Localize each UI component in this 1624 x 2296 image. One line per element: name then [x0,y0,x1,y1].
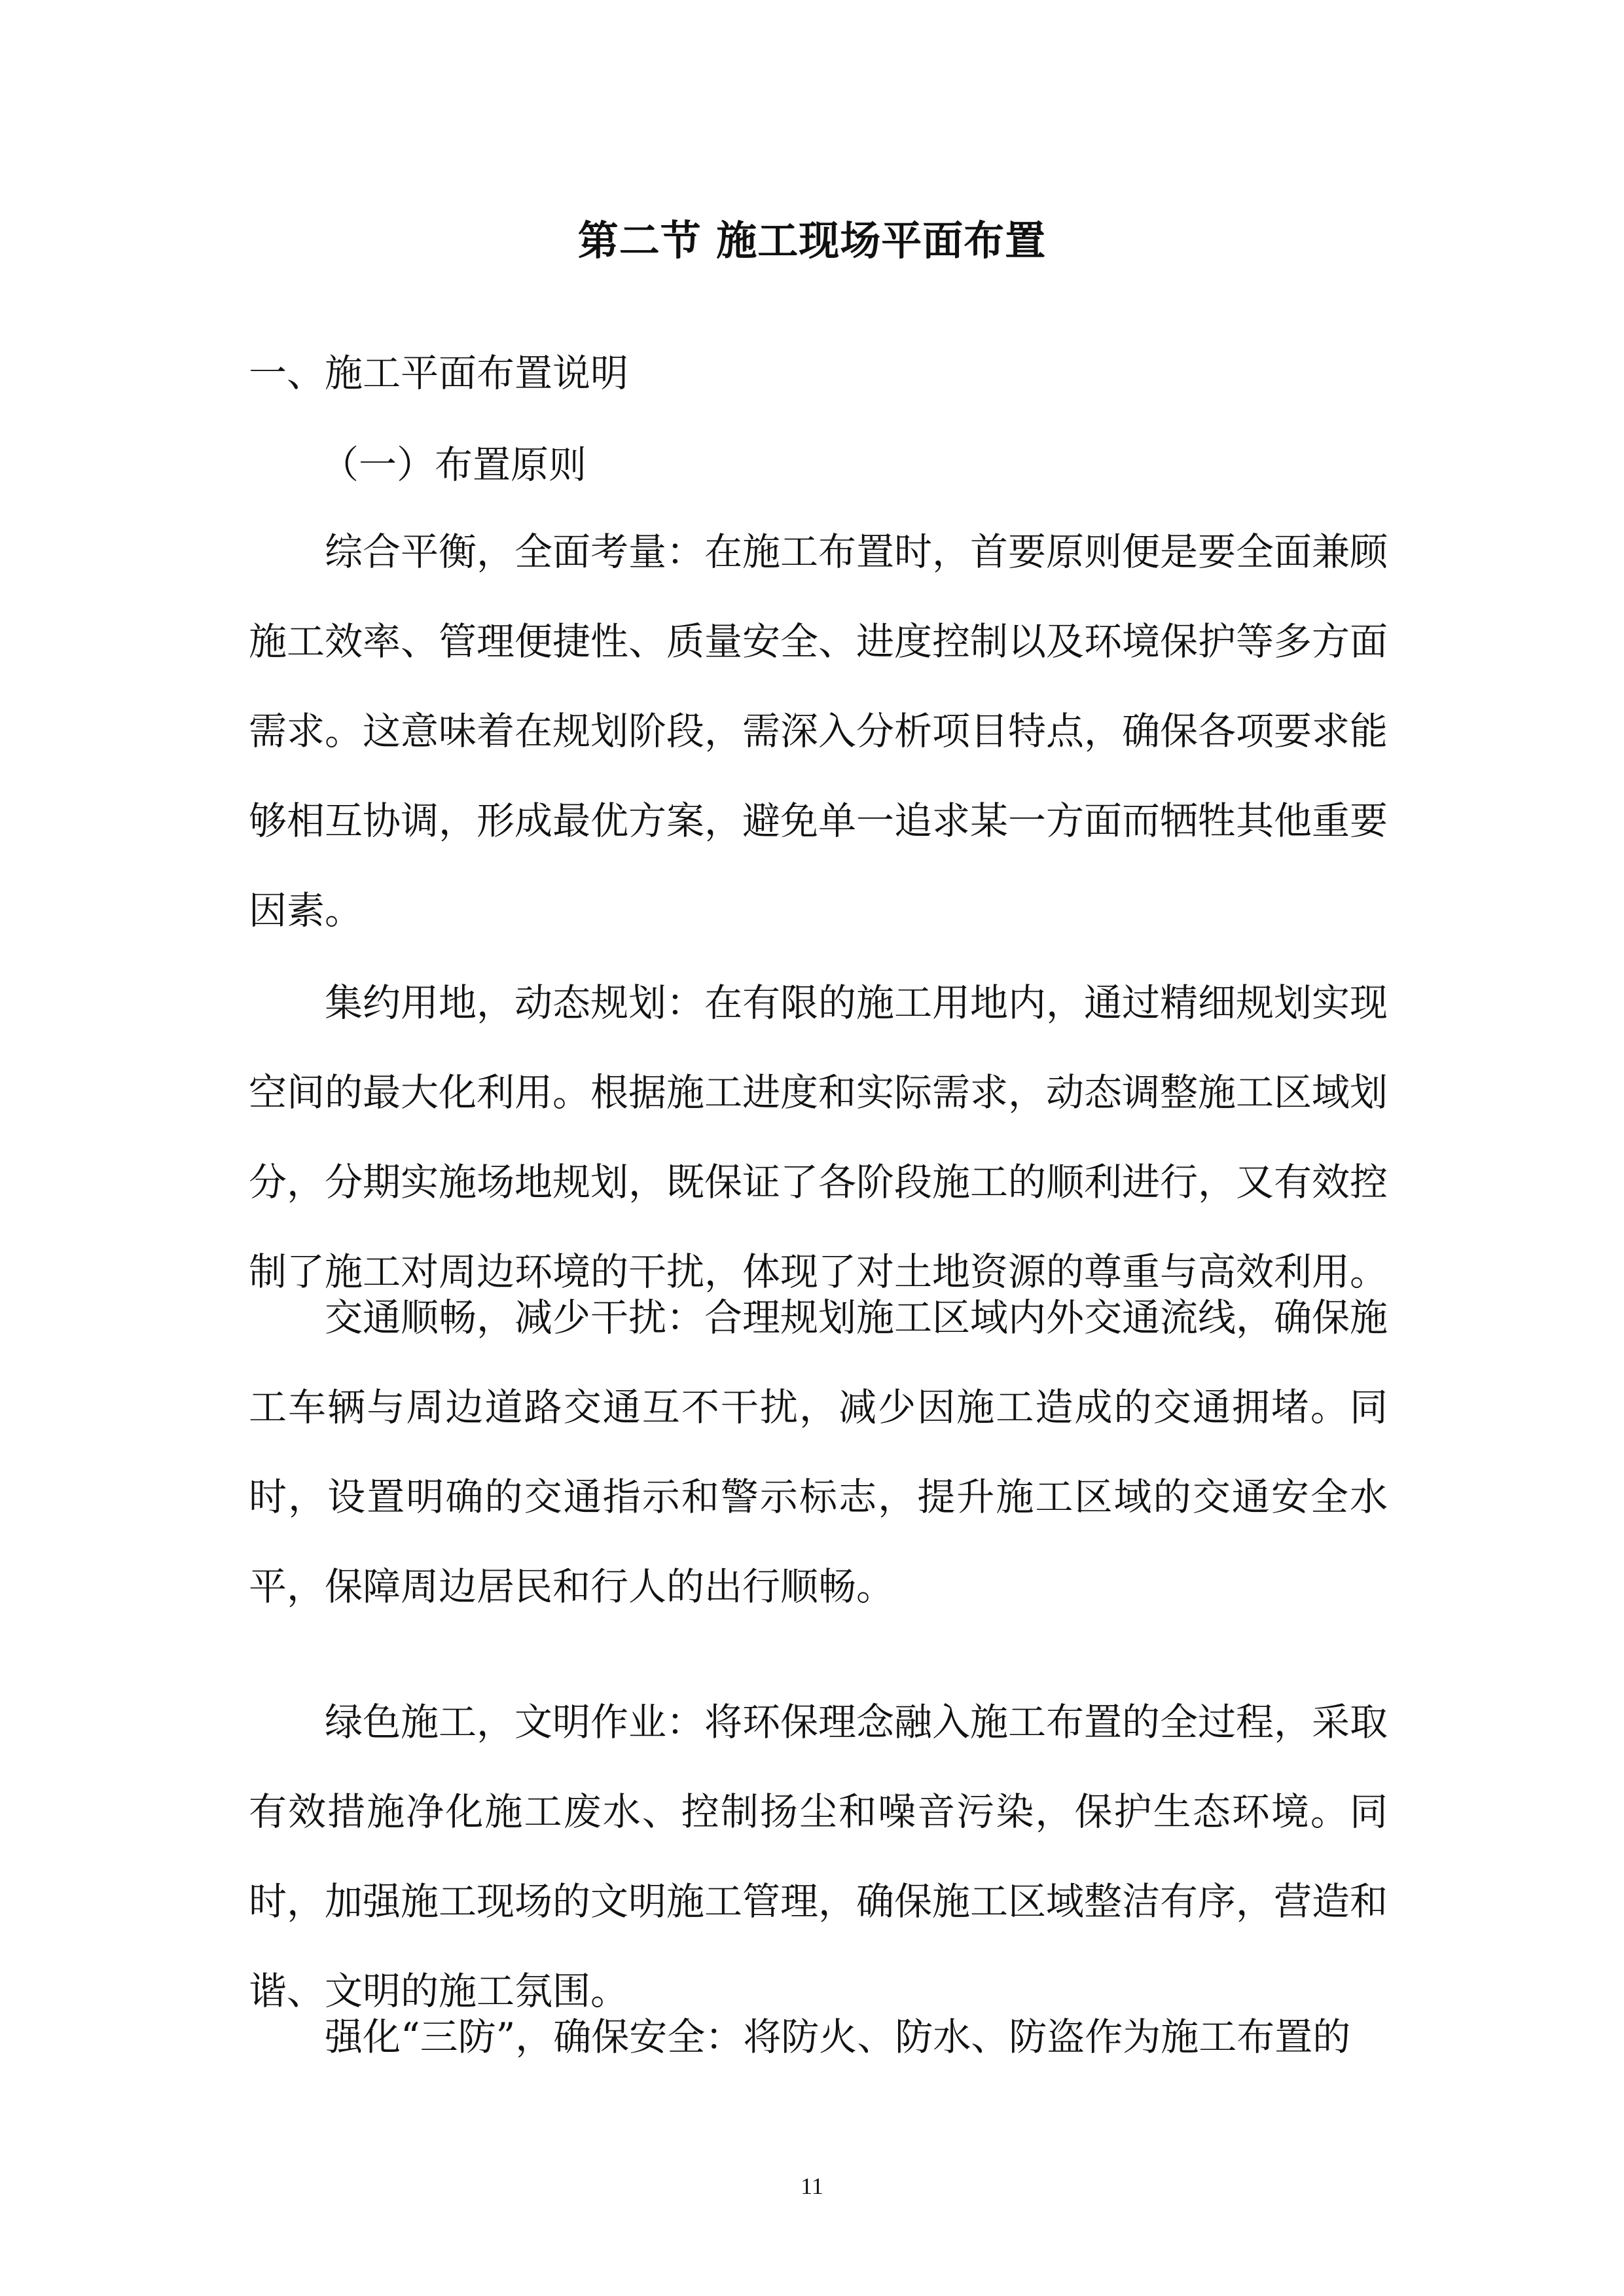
paragraph-land-use: 集约用地，动态规划：在有限的施工用地内，通过精细规划实现空间的最大化利用。根据施工进度和实际需求，动态调整施工区域划分，分期实施场地规划，既保证了各阶段施工的顺利进行，又有效控制了施工对周边环境的干扰，体现了对土地资源的尊重与高效利用。 [249,980,1388,1294]
page-number: 11 [801,2173,823,2199]
paragraph-traffic: 交通顺畅，减少干扰：合理规划施工区域内外交通流线，确保施工车辆与周边道路交通互不干扰，减少因施工造成的交通拥堵。同时，设置明确的交通指示和警示标志，提升施工区域的交通安全水平，保障周边居民和行人的出行顺畅。 [249,1295,1388,1609]
paragraph-green-construction: 绿色施工，文明作业：将环保理念融入施工布置的全过程，采取有效措施净化施工废水、控制扬尘和噪音污染，保护生态环境。同时，加强施工现场的文明施工管理，确保施工区域整洁有序，营造和谐、文明的施工氛围。 [249,1700,1388,2013]
sub-heading: （一）布置原则 [321,442,587,487]
section-heading: 一、施工平面布置说明 [249,351,629,395]
page-title: 第二节 施工现场平面布置 [577,217,1047,264]
paragraph-balance: 综合平衡，全面考量：在施工布置时，首要原则便是要全面兼顾施工效率、管理便捷性、质量安全、进度控制以及环境保护等多方面需求。这意味着在规划阶段，需深入分析项目特点，确保各项要求能够相互协调，形成最优方案，避免单一追求某一方面而牺牲其他重要因素。 [249,529,1388,933]
paragraph-safety: 强化“三防”，确保安全：将防火、防水、防盗作为施工布置的 [325,2015,1351,2059]
